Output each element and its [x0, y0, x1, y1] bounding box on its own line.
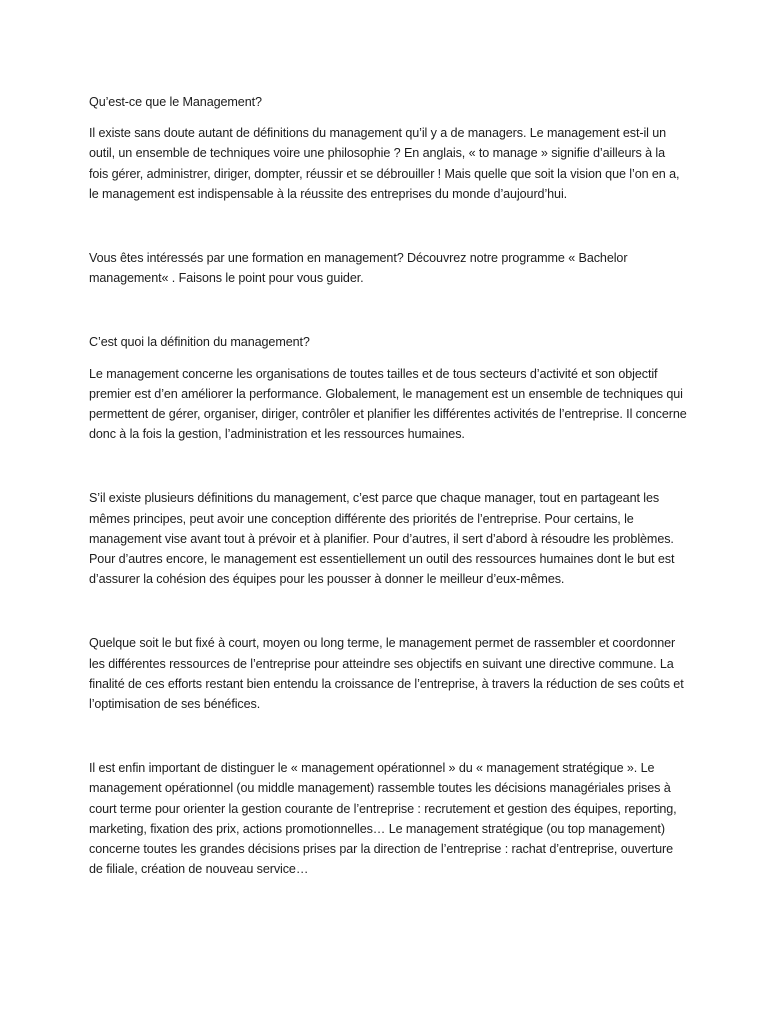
paragraph-multiple-definitions: S’il existe plusieurs définitions du management, c’est parce que chaque manager, tout en partageant les mêmes principes, peut avoir une conception différente des priorités de l’entreprise. Pour certains, le management vise avant tout à prévoir et à planifier. Pour d’autres, il sert d’abord à résoudre les problèmes. Pour d’autres encore, le management est essentiellement un outil des ressources humaines dont le but est d’assurer la cohésion des équipes pour les pousser à donner le meilleur d’eux-mêmes. [89, 491, 675, 587]
paragraph-definitions-intro: Il existe sans doute autant de définitions du management qu’il y a de managers. Le management est-il un outil, un ensemble de techniques voire une philosophie ? En anglais, « to manage » signifie d’ailleurs à la fois gérer, administrer, diriger, dompter, réussir et se débrouiller ! Mais quelle que soit la vision que l’on en a, le management est indispensable à la réussite des entreprises du monde d’aujourd’hui. [89, 126, 680, 201]
document-body [89, 92, 687, 879]
paragraph-operational-vs-strategic: Il est enfin important de distinguer le « management opérationnel » du « management stratégique ». Le management opérationnel (ou middle management) rassemble toutes les décisions managériales prises à court terme pour orienter la gestion courante de l’entreprise : recrutement et gestion des équipes, reporting, marketing, fixation des prix, actions promotionnelles… Le management stratégique (ou top management) concerne toutes les grandes décisions prises par la direction de l’entreprise : rachat d’entreprise, ouverture de filiale, création de nouveau service… [89, 761, 677, 877]
paragraph-scope: Le management concerne les organisations de toutes tailles et de tous secteurs d’activité et son objectif premier est d’en améliorer la performance. Globalement, le management est un ensemble de techniques qui permettent de gérer, organiser, diriger, contrôler et planifier les différentes activités de l’entreprise. Il concerne donc à la fois la gestion, l’administration et les ressources humaines. [89, 366, 687, 442]
heading-what-is-management: Qu’est-ce que le Management? [89, 95, 262, 109]
paragraph-training-offer: Vous êtes intéressés par une formation en management? Découvrez notre programme « Bachelor management« . Faisons le point pour vous guider. [89, 251, 628, 286]
heading-definition: C’est quoi la définition du management? [89, 335, 310, 350]
paragraph-objectives: Quelque soit le but fixé à court, moyen ou long terme, le management permet de rassembler et coordonner les différentes ressources de l’entreprise pour atteindre ses objectifs en suivant une directive commune. La finalité de ces efforts restant bien entendu la croissance de l’entreprise, à travers la réduction de ses coûts et l’optimisation de ses bénéfices. [89, 636, 684, 712]
